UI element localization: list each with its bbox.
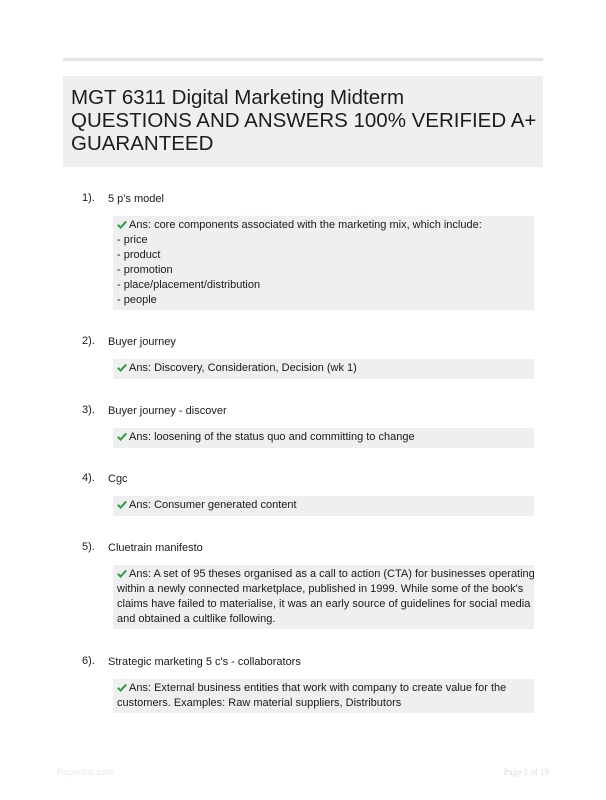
answer-box bbox=[113, 679, 534, 713]
answer-line: Ans: Discovery, Consideration, Decision (wk 1) bbox=[117, 361, 528, 376]
title-line-3: GUARANTEED bbox=[71, 132, 214, 155]
answer-line: Ans: External business entities that work with company to create value for the bbox=[117, 681, 528, 696]
question-text: 5 p's model bbox=[108, 193, 164, 205]
page-title bbox=[71, 86, 535, 155]
answer-line: within a newly connected marketplace, published in 1999. While some of the book's bbox=[117, 583, 524, 595]
check-icon bbox=[117, 220, 127, 229]
answer-box bbox=[113, 216, 534, 310]
answer-line: customers. Examples: Raw material suppliers, Distributors bbox=[117, 697, 402, 709]
question-text: Buyer journey - discover bbox=[108, 405, 227, 417]
title-line-1: MGT 6311 Digital Marketing Midterm bbox=[71, 86, 405, 109]
answer-line: Ans: loosening of the status quo and committing to change bbox=[117, 430, 528, 445]
answer-box bbox=[113, 565, 534, 629]
answer-line: - promotion bbox=[117, 264, 173, 276]
question-number: 4). bbox=[82, 472, 95, 484]
footer-watermark: Paperlibs.com bbox=[57, 767, 115, 777]
answer-box bbox=[113, 359, 534, 379]
answer-line: - people bbox=[117, 294, 157, 306]
answer-box bbox=[113, 428, 534, 448]
answer-line: - product bbox=[117, 249, 161, 261]
title-line-2: QUESTIONS AND ANSWERS 100% VERIFIED A+ bbox=[71, 109, 537, 132]
check-icon bbox=[117, 569, 127, 578]
question-text: Buyer journey bbox=[108, 336, 176, 348]
question-number: 1). bbox=[82, 192, 95, 204]
answer-line: claims have failed to materialise, it was an early source of guidelines for social media bbox=[117, 598, 531, 610]
answer-box bbox=[113, 496, 534, 516]
question-number: 2). bbox=[82, 335, 95, 347]
top-divider bbox=[63, 58, 543, 61]
answer-line: Ans: core components associated with the marketing mix, which include: bbox=[117, 218, 528, 233]
check-icon bbox=[117, 500, 127, 509]
check-icon bbox=[117, 683, 127, 692]
question-text: Cgc bbox=[108, 473, 128, 485]
check-icon bbox=[117, 432, 127, 441]
answer-line: and obtained a cultlike following. bbox=[117, 613, 276, 625]
answer-line: - place/placement/distribution bbox=[117, 279, 261, 291]
check-icon bbox=[117, 363, 127, 372]
footer-page-number: Page 1 of 19 bbox=[503, 767, 549, 777]
answer-line: - price bbox=[117, 234, 148, 246]
question-number: 6). bbox=[82, 655, 95, 667]
question-number: 5). bbox=[82, 541, 95, 553]
title-banner bbox=[63, 76, 543, 167]
answer-line: Ans: Consumer generated content bbox=[117, 498, 528, 513]
question-text: Strategic marketing 5 c's - collaborators bbox=[108, 656, 301, 668]
answer-line: Ans: A set of 95 theses organised as a call to action (CTA) for businesses operating bbox=[117, 567, 528, 582]
question-number: 3). bbox=[82, 404, 95, 416]
question-text: Cluetrain manifesto bbox=[108, 542, 203, 554]
